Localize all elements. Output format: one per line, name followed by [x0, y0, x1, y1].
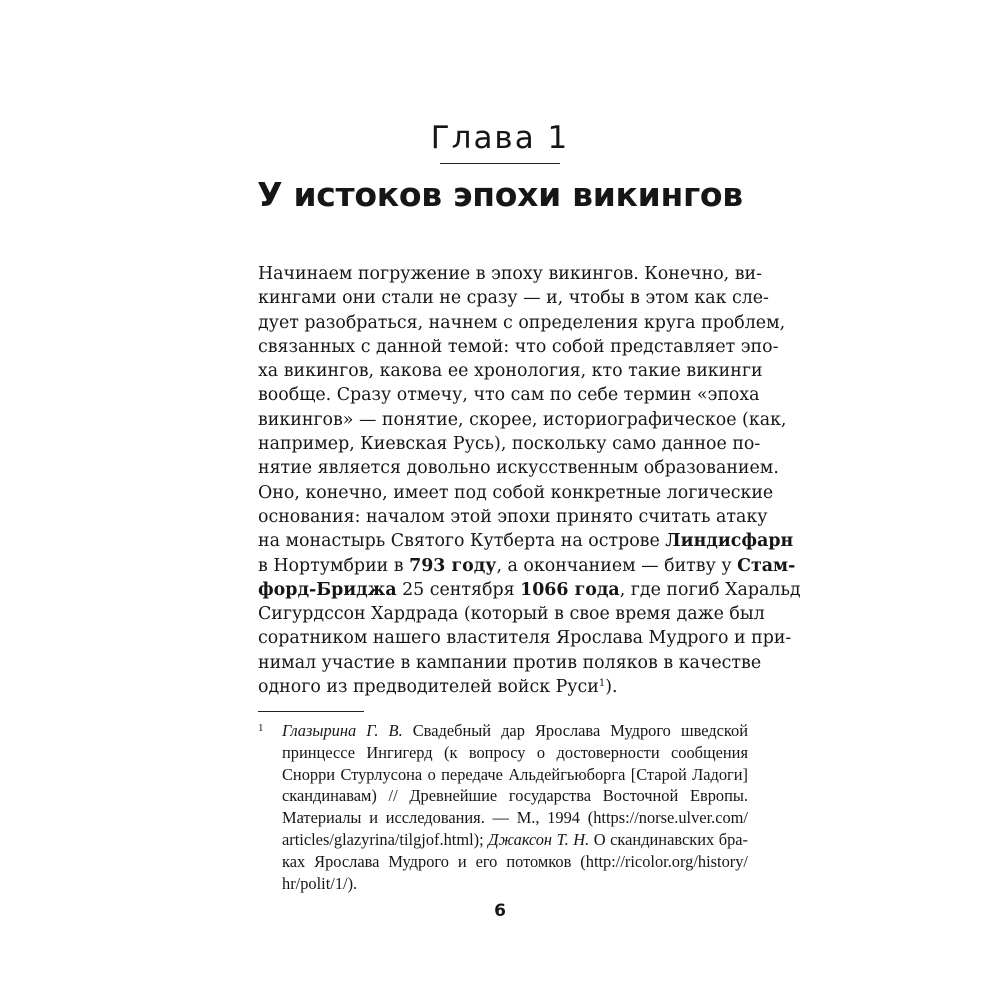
body-text-segment: в Нортумбрии в: [258, 555, 410, 576]
body-text-segment: , где погиб Харальд: [619, 579, 801, 600]
body-line: Сигурдссон Хардрада (который в свое время даже был: [258, 604, 765, 625]
footnote-author: Глазырина Г. В.: [282, 721, 403, 740]
body-line: Оно, конечно, имеет под собой конкретные логические: [258, 482, 774, 503]
chapter-label: Глава 1: [430, 120, 570, 156]
body-line: нятие является довольно искусственным образованием.: [258, 458, 779, 479]
footnote-line: принцессе Ингигерд (к вопросу о достоверности сообщения: [282, 742, 748, 762]
footnote-line: скандинавам) // Древнейшие государства Восточной Европы.: [282, 786, 748, 806]
footnote-link-text[interactable]: articles/glazyrina/tilgjof.html);: [282, 829, 489, 849]
footnote-line: 1 Глазырина Г. В. Свадебный дар Ярослава Мудрого шведской: [258, 721, 748, 740]
place-name-bold: Стам-: [737, 555, 796, 576]
body-line: например, Киевская Русь), поскольку само данное по-: [258, 434, 761, 455]
footnote-line: Материалы и исследования. — М., 1994 (https://norse.ulver.com/: [282, 808, 748, 828]
body-line: основания: началом этой эпохи принято считать атаку: [258, 506, 768, 527]
body-line: [258, 554, 796, 578]
chapter-title: У истоков эпохи викингов: [257, 175, 743, 214]
footnote: [258, 720, 748, 894]
footnote-text-segment: О скандинавских бра-: [589, 829, 748, 849]
body-text-segment: одного из предводителей войск Руси: [258, 677, 599, 698]
body-text-segment: 25 сентября: [396, 579, 521, 600]
page-number: 6: [494, 901, 506, 921]
body-line: ха викингов, какова ее хронология, кто такие викинги: [258, 361, 763, 382]
footnote-divider: [258, 711, 364, 712]
footnote-text-segment: Свадебный дар Ярослава Мудрого шведской: [402, 721, 748, 740]
footnote-line: [258, 829, 748, 851]
body-line: кингами они стали не сразу — и, чтобы в этом как сле-: [258, 288, 769, 309]
body-line: связанных с данной темой: что собой представляет эпо-: [258, 336, 779, 357]
footnote-reference[interactable]: 1: [598, 678, 606, 690]
body-text-segment: на монастырь Святого Кутберта на острове: [258, 531, 666, 552]
body-line: викингов» — понятие, скорее, историографическое (как,: [258, 409, 787, 430]
body-text-segment: ).: [605, 677, 618, 698]
body-line: [258, 675, 748, 699]
place-name-bold: Линдисфарн: [665, 531, 794, 552]
footnote-author: Джаксон Т. Н.: [488, 829, 590, 849]
year-bold: 793 году: [409, 555, 497, 576]
body-text-segment: , а окончанием — битву у: [496, 555, 738, 576]
place-name-bold: форд-Бриджа: [258, 579, 397, 600]
body-line: [258, 529, 794, 553]
body-line: вообще. Сразу отмечу, что сам по себе термин «эпоха: [258, 385, 760, 406]
body-line: [258, 578, 801, 602]
footnote-line: hr/polit/1/).: [282, 873, 358, 893]
body-line: нимал участие в кампании против поляков в качестве: [258, 652, 762, 673]
footnote-line: Снорри Стурлусона о передаче Альдейгьюборга [Старой Ладоги]: [282, 764, 748, 784]
chapter-divider: [440, 163, 560, 164]
body-line: Начинаем погружение в эпоху викингов. Конечно, ви-: [258, 264, 762, 284]
body-paragraph: [258, 262, 801, 699]
body-line: соратником нашего властителя Ярослава Мудрого и при-: [258, 628, 792, 649]
footnote-line: ках Ярослава Мудрого и его потомков (http://ricolor.org/history/: [282, 851, 748, 871]
year-bold: 1066 года: [520, 579, 620, 600]
body-line: дует разобраться, начнем с определения круга проблем,: [258, 312, 786, 333]
